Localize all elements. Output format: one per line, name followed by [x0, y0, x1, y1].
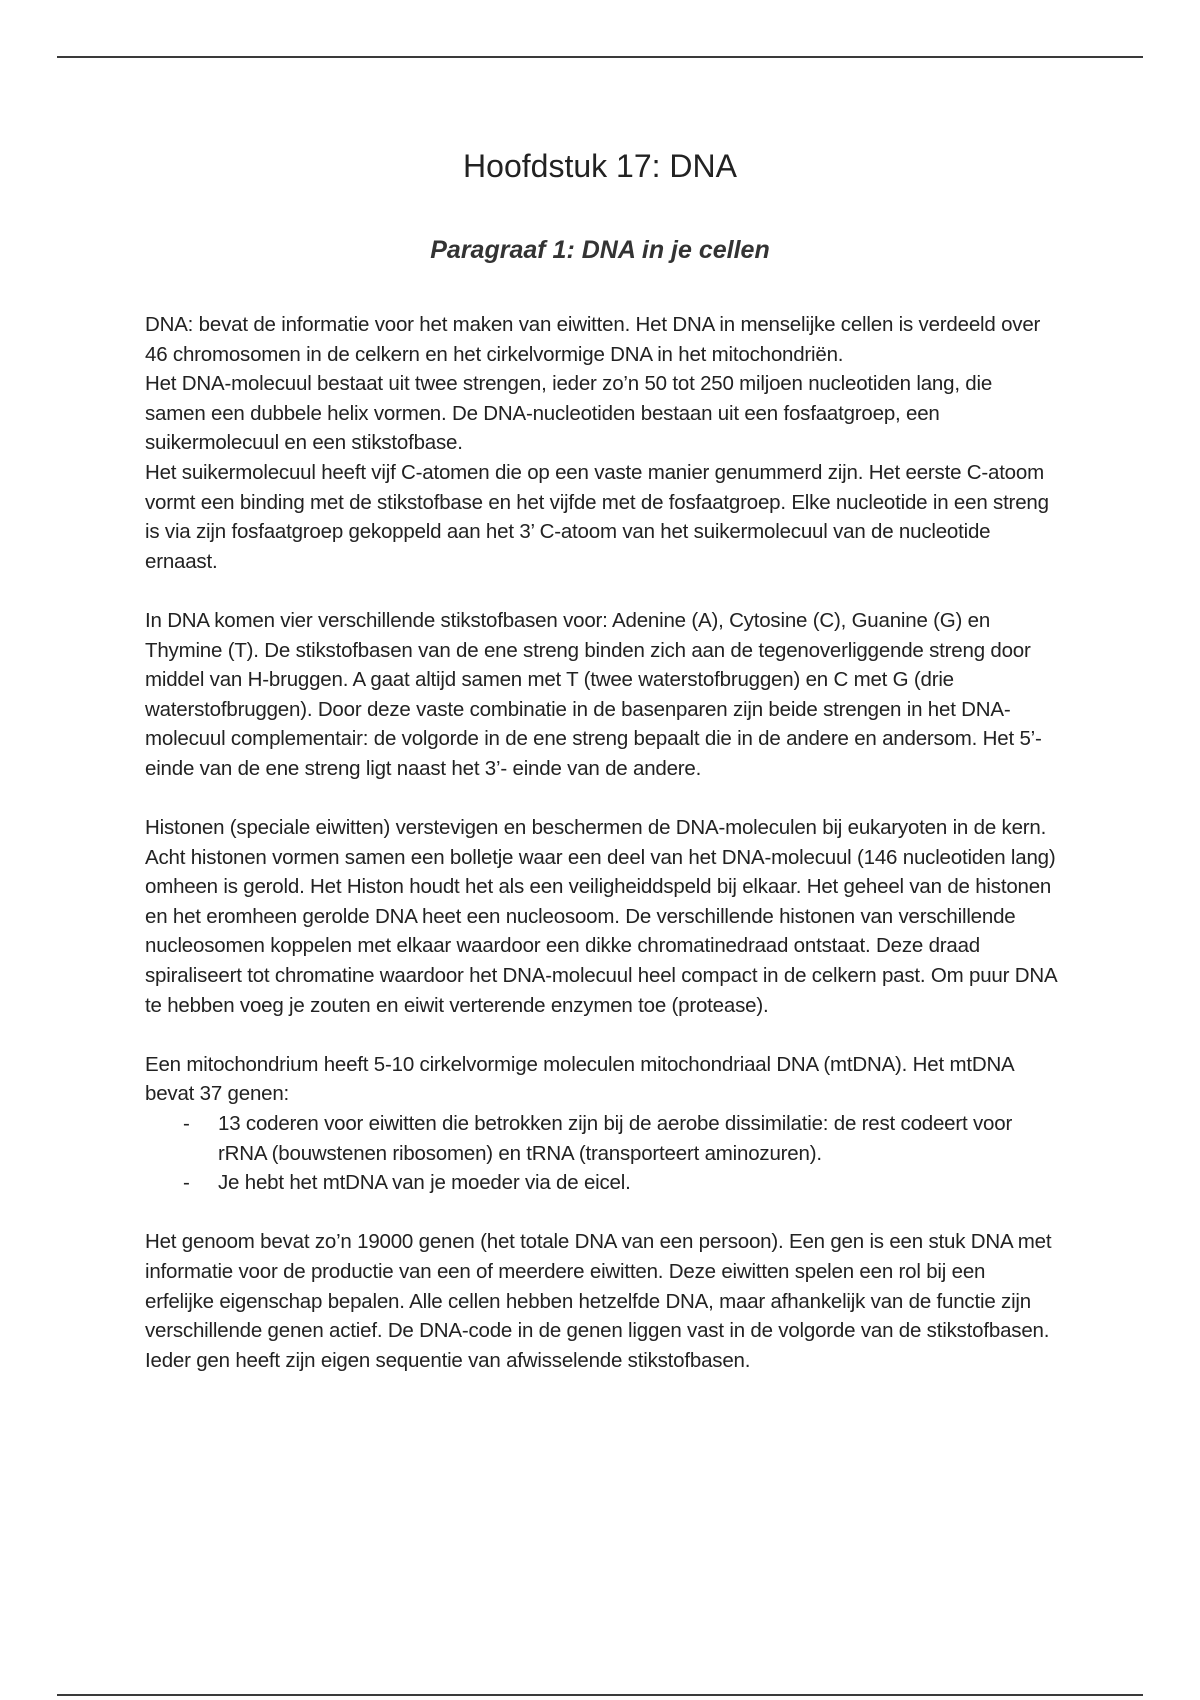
paragraph-spacer	[145, 784, 1057, 814]
paragraph-mitochondrium: Een mitochondrium heeft 5-10 cirkelvormige moleculen mitochondriaal DNA (mtDNA). Het mtDNA bevat 37 genen:	[145, 1052, 1014, 1106]
list-item	[145, 1168, 1057, 1198]
list-item-text: Je hebt het mtDNA van je moeder via de eicel.	[218, 1171, 631, 1195]
mtdna-gene-list	[145, 1109, 1057, 1198]
paragraph-spacer	[145, 1020, 1057, 1050]
list-item-text: 13 coderen voor eiwitten die betrokken zijn bij de aerobe dissimilatie: de rest codeert voor rRNA (bouwstenen ribosomen) en tRNA (transporteert aminozuren).	[218, 1112, 1013, 1165]
chapter-title: Hoofdstuk 17: DNA	[463, 148, 737, 184]
paragraph-genome: Het genoom bevat zo’n 19000 genen (het totale DNA van een persoon). Een gen is een stuk DNA met informatie voor de productie van een of meerdere eiwitten. Deze eiwitten spelen een rol bij een erfelijke eigenschap bepalen. Alle cellen hebben hetzelfde DNA, maar afhankelijk van de functie zijn verschillende genen actief. De DNA-code in de genen liggen vast in de volgorde van de stikstofbasen. Ieder gen heeft zijn eigen sequentie van afwisselende stikstofbasen.	[145, 1230, 1052, 1372]
paragraph-dna-definition: DNA: bevat de informatie voor het maken van eiwitten. Het DNA in menselijke cellen is verdeeld over 46 chromosomen in de celkern en het cirkelvormige DNA in het mitochondriën.	[145, 313, 1041, 366]
dash-bullet: -	[183, 1171, 190, 1195]
footer-rule	[57, 1694, 1143, 1696]
paragraph-nitrogen-bases: In DNA komen vier verschillende stikstofbasen voor: Adenine (A), Cytosine (C), Guanine (G) en Thymine (T). De stikstofbasen van de ene streng binden zich aan de tegenoverliggende streng door middel van H-bruggen. A gaat altijd samen met T (twee waterstofbruggen) en C met G (drie waterstofbruggen). Door deze vaste combinatie in de basenparen zijn beide strengen in het DNA-molecuul complementair: de volgorde in de ene streng bepaalt die in de andere en andersom. Het 5’-einde van de ene streng ligt naast het 3’- einde van de andere.	[145, 608, 1042, 780]
paragraph-sugar-molecule: Het suikermolecuul heeft vijf C-atomen die op een vaste manier genummerd zijn. Het eerste C-atoom vormt een binding met de stikstofbase en het vijfde met de fosfaatgroep. Elke nucleotide in een streng is via zijn fosfaatgroep gekoppeld aan het 3’ C-atoom van het suikermolecuul van de nucleotide ernaast.	[145, 460, 1049, 573]
header-rule	[57, 56, 1143, 58]
paragraph-spacer	[145, 576, 1057, 606]
list-item	[145, 1109, 1057, 1168]
paragraph-spacer	[145, 1198, 1057, 1228]
dash-bullet: -	[183, 1112, 190, 1136]
section-title: Paragraaf 1: DNA in je cellen	[430, 236, 770, 264]
paragraph-dna-molecule: Het DNA-molecuul bestaat uit twee strengen, ieder zo’n 50 tot 250 miljoen nucleotiden lang, die samen een dubbele helix vormen. De DNA-nucleotiden bestaan uit een fosfaatgroep, een suikermolecuul en een stikstofbase.	[145, 372, 993, 455]
document-body	[145, 310, 1057, 1375]
paragraph-histones: Histonen (speciale eiwitten) verstevigen en beschermen de DNA-moleculen bij eukaryoten in de kern. Acht histonen vormen samen een bolletje waar een deel van het DNA-molecuul (146 nucleotiden lang) omheen is gerold. Het Histon houdt het als een veiligheiddspeld bij elkaar. Het geheel van de histonen en het eromheen gerolde DNA heet een nucleosoom. De verschillende histonen van verschillende nucleosomen koppelen met elkaar waardoor een dikke chromatinedraad ontstaat. Deze draad spiraliseert tot chromatine waardoor het DNA-molecuul heel compact in de celkern past. Om puur DNA te hebben voeg je zouten en eiwit verterende enzymen toe (protease).	[145, 816, 1057, 1017]
